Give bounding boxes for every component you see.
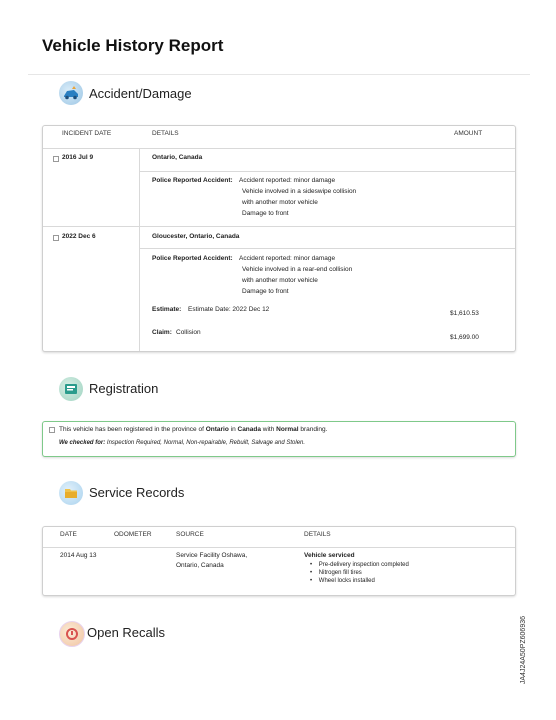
header-details: DETAILS — [304, 531, 331, 538]
section-title-accident: Accident/Damage — [89, 86, 192, 101]
service-detail-item: • Wheel locks installed — [310, 578, 375, 584]
incident-date: 2022 Dec 6 — [62, 233, 96, 240]
vin-number: JA4J24A50PZ606936 — [520, 616, 527, 685]
row-checkbox[interactable] — [53, 235, 59, 241]
recall-icon — [59, 621, 85, 647]
registration-text-2: in — [228, 426, 238, 433]
section-title-registration: Registration — [89, 381, 159, 396]
row-divider — [139, 248, 515, 249]
accident-table — [42, 125, 516, 352]
section-title-recalls: Open Recalls — [87, 625, 166, 640]
claim-text: Collision — [176, 329, 201, 336]
incident-detail-line: Vehicle involved in a rear-end collision — [242, 266, 353, 273]
header-details: DETAILS — [152, 130, 179, 137]
section-title-service: Service Records — [89, 485, 185, 500]
service-source-line: Service Facility Oshawa, — [176, 552, 248, 559]
divider — [28, 74, 530, 75]
service-detail-item: • Nitrogen fill tires — [310, 570, 362, 576]
row-divider — [139, 171, 515, 172]
claim-amount: $1,699.00 — [450, 334, 479, 341]
incident-detail-line: with another motor vehicle — [242, 277, 318, 284]
registration-text-1: This vehicle has been registered in the province of — [59, 426, 206, 433]
checked-for — [59, 438, 305, 449]
service-detail-text: Nitrogen fill tires — [318, 570, 362, 576]
service-date: 2014 Aug 13 — [60, 552, 97, 559]
incident-detail-line: Accident reported: minor damage — [239, 255, 336, 262]
estimate-amount: $1,610.53 — [450, 310, 479, 317]
header-date: DATE — [60, 531, 77, 538]
car-damage-icon — [59, 81, 83, 105]
header-divider — [43, 148, 515, 149]
incident-detail-line: Damage to front — [242, 288, 289, 295]
incident-detail-line: Vehicle involved in a sideswipe collision — [242, 188, 357, 195]
registration-text — [59, 424, 327, 435]
header-source: SOURCE — [176, 531, 204, 538]
claim-label: Claim: — [152, 329, 172, 336]
incident-detail-line: Damage to front — [242, 210, 289, 217]
checked-for-label: We checked for: — [59, 440, 106, 446]
registration-card — [42, 421, 516, 457]
registration-icon — [59, 377, 83, 401]
column-divider — [139, 148, 140, 351]
header-incident-date: INCIDENT DATE — [62, 130, 112, 137]
registration-country: Canada — [237, 426, 261, 433]
service-source-line: Ontario, Canada — [176, 562, 224, 569]
incident-label: Police Reported Accident: — [152, 177, 233, 184]
checked-for-text: Inspection Required, Normal, Non-repairable, Rebuilt, Salvage and Stolen. — [106, 440, 306, 446]
service-table — [42, 526, 516, 596]
registration-text-4: branding. — [298, 426, 328, 433]
incident-detail-line: Accident reported: minor damage — [239, 177, 336, 184]
registration-text-3: with — [260, 426, 277, 433]
service-records-icon — [59, 481, 83, 505]
service-detail-text: Wheel locks installed — [318, 578, 375, 584]
service-details-title: Vehicle serviced — [304, 552, 355, 559]
registration-province: Ontario — [205, 426, 229, 433]
incident-location: Gloucester, Ontario, Canada — [152, 233, 240, 240]
incident-label: Police Reported Accident: — [152, 255, 233, 262]
incident-detail-line: with another motor vehicle — [242, 199, 318, 206]
registration-checkbox[interactable] — [49, 427, 55, 433]
registration-branding: Normal — [276, 426, 299, 433]
header-divider — [43, 547, 515, 548]
row-checkbox[interactable] — [53, 156, 59, 162]
service-detail-text: Pre-delivery inspection completed — [318, 562, 409, 568]
incident-location: Ontario, Canada — [152, 154, 203, 161]
estimate-label: Estimate: — [152, 306, 182, 313]
estimate-text: Estimate Date: 2022 Dec 12 — [188, 306, 270, 313]
service-detail-item: • Pre-delivery inspection completed — [310, 562, 409, 568]
header-odometer: ODOMETER — [114, 531, 152, 538]
row-divider — [43, 226, 515, 227]
report-title: Vehicle History Report — [42, 36, 224, 55]
header-amount: AMOUNT — [454, 130, 483, 137]
incident-date: 2016 Jul 9 — [62, 154, 94, 161]
